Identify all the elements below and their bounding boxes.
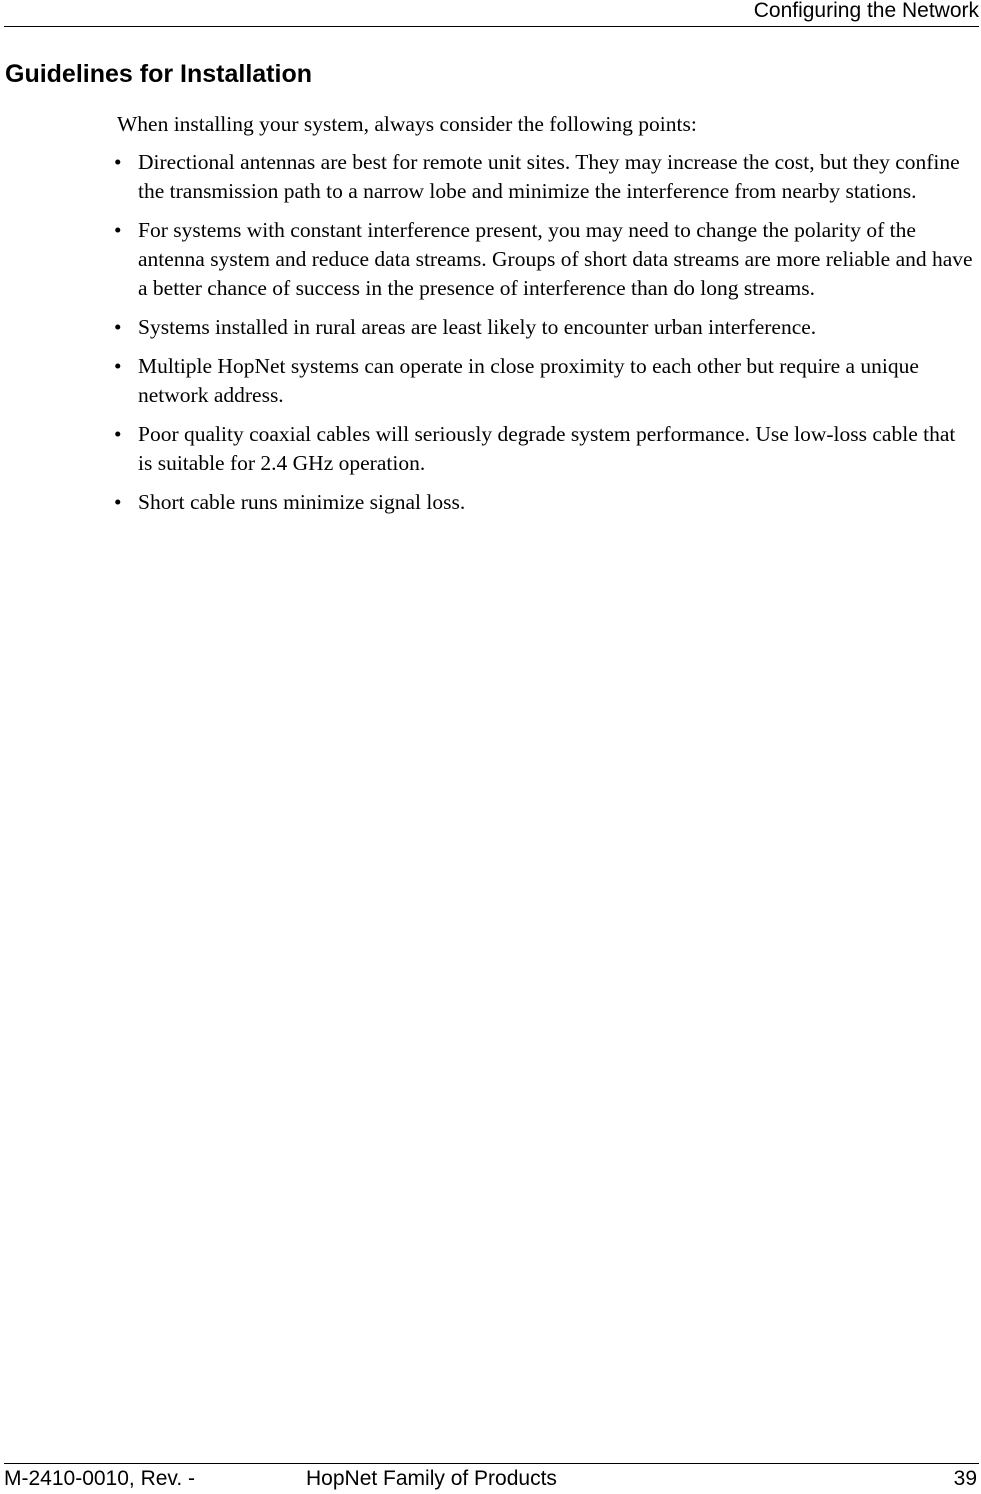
list-item [111,148,973,206]
product-name: HopNet Family of Products [306,1467,557,1490]
bullet-icon: • [114,490,122,514]
list-item [111,313,973,342]
page-header [4,0,979,27]
document-id: M-2410-0010, Rev. - [4,1467,196,1490]
page-footer [4,1463,979,1492]
list-item-text: Poor quality coaxial cables will seriously degrade system performance. Use low-loss cable that is suitable for 2.4 GHz operation. [138,422,956,475]
chapter-title: Configuring the Network [753,0,979,22]
page-number: 39 [953,1467,977,1490]
bullet-icon: • [114,150,122,174]
guidelines-list [111,148,973,527]
list-item [111,352,973,410]
list-item [111,488,973,517]
list-item [111,216,973,303]
bullet-icon: • [114,315,122,339]
bullet-icon: • [114,354,122,378]
list-item [111,420,973,478]
intro-paragraph: When installing your system, always consider the following points: [117,112,697,136]
list-item-text: Systems installed in rural areas are least likely to encounter urban interference. [138,315,817,339]
list-item-text: Short cable runs minimize signal loss. [138,490,466,514]
list-item-text: Multiple HopNet systems can operate in close proximity to each other but require a unique network address. [138,354,919,407]
list-item-text: For systems with constant interference present, you may need to change the polarity of the antenna system and reduce data streams. Groups of short data streams are more reliable and have a better chance of success in the presence of interference than do long streams. [138,218,973,300]
bullet-icon: • [114,218,122,242]
bullet-icon: • [114,422,122,446]
section-title: Guidelines for Installation [5,60,312,88]
list-item-text: Directional antennas are best for remote unit sites. They may increase the cost, but they confine the transmission path to a narrow lobe and minimize the interference from nearby stations. [138,150,960,203]
